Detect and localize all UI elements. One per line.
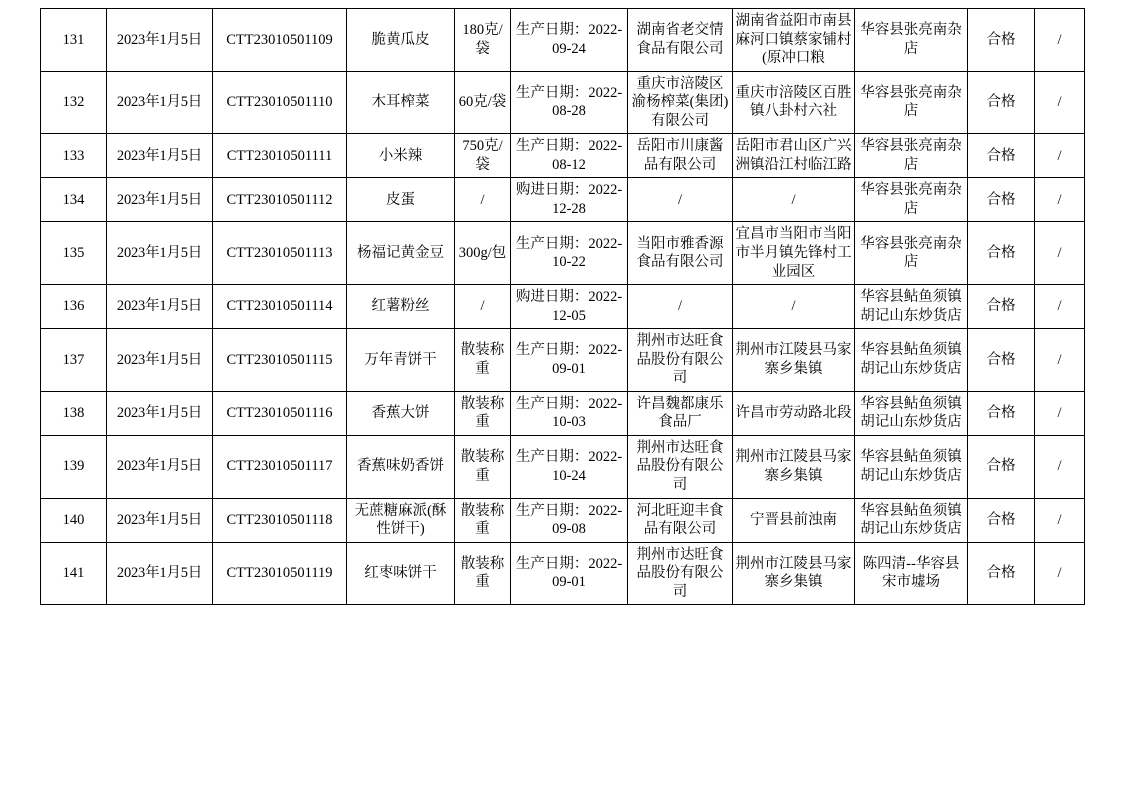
cell-code: CTT23010501112 bbox=[213, 178, 347, 222]
cell-name: 香蕉大饼 bbox=[347, 391, 455, 435]
cell-result: 合格 bbox=[968, 178, 1035, 222]
cell-seller: 华容县张亮南杂店 bbox=[855, 134, 968, 178]
cell-spec: / bbox=[455, 285, 511, 329]
cell-seller: 华容县张亮南杂店 bbox=[855, 222, 968, 285]
cell-code: CTT23010501114 bbox=[213, 285, 347, 329]
cell-name: 红薯粉丝 bbox=[347, 285, 455, 329]
cell-index: 141 bbox=[41, 542, 107, 605]
cell-address: 荆州市江陵县马家寨乡集镇 bbox=[733, 435, 855, 498]
cell-seller: 陈四清--华容县宋市墟场 bbox=[855, 542, 968, 605]
cell-prod_date: 生产日期：2022-10-24 bbox=[511, 435, 628, 498]
cell-index: 134 bbox=[41, 178, 107, 222]
cell-address: 宜昌市当阳市当阳市半月镇先锋村工业园区 bbox=[733, 222, 855, 285]
cell-code: CTT23010501113 bbox=[213, 222, 347, 285]
cell-index: 139 bbox=[41, 435, 107, 498]
cell-code: CTT23010501118 bbox=[213, 498, 347, 542]
cell-result: 合格 bbox=[968, 435, 1035, 498]
cell-result: 合格 bbox=[968, 134, 1035, 178]
cell-index: 135 bbox=[41, 222, 107, 285]
cell-address: 岳阳市君山区广兴洲镇沿江村临江路 bbox=[733, 134, 855, 178]
cell-name: 万年青饼干 bbox=[347, 329, 455, 392]
cell-seller: 华容县鲇鱼须镇胡记山东炒货店 bbox=[855, 498, 968, 542]
cell-maker: 河北旺迎丰食品有限公司 bbox=[628, 498, 733, 542]
cell-result: 合格 bbox=[968, 9, 1035, 72]
cell-spec: 散装称重 bbox=[455, 391, 511, 435]
cell-note: / bbox=[1035, 222, 1085, 285]
cell-spec: 散装称重 bbox=[455, 329, 511, 392]
cell-index: 131 bbox=[41, 9, 107, 72]
cell-seller: 华容县鲇鱼须镇胡记山东炒货店 bbox=[855, 435, 968, 498]
cell-name: 无蔗糖麻派(酥性饼干) bbox=[347, 498, 455, 542]
cell-name: 杨福记黄金豆 bbox=[347, 222, 455, 285]
cell-result: 合格 bbox=[968, 498, 1035, 542]
cell-note: / bbox=[1035, 435, 1085, 498]
cell-prod_date: 购进日期：2022-12-05 bbox=[511, 285, 628, 329]
cell-date: 2023年1月5日 bbox=[107, 9, 213, 72]
cell-address: 湖南省益阳市南县麻河口镇蔡家铺村(原冲口粮 bbox=[733, 9, 855, 72]
table-row bbox=[41, 542, 1085, 605]
cell-result: 合格 bbox=[968, 222, 1035, 285]
cell-address: / bbox=[733, 178, 855, 222]
cell-prod_date: 购进日期：2022-12-28 bbox=[511, 178, 628, 222]
cell-name: 红枣味饼干 bbox=[347, 542, 455, 605]
cell-note: / bbox=[1035, 9, 1085, 72]
cell-index: 140 bbox=[41, 498, 107, 542]
cell-note: / bbox=[1035, 71, 1085, 134]
cell-index: 138 bbox=[41, 391, 107, 435]
table-row bbox=[41, 391, 1085, 435]
cell-seller: 华容县张亮南杂店 bbox=[855, 9, 968, 72]
cell-name: 皮蛋 bbox=[347, 178, 455, 222]
cell-code: CTT23010501115 bbox=[213, 329, 347, 392]
cell-maker: 荆州市达旺食品股份有限公司 bbox=[628, 542, 733, 605]
table-row bbox=[41, 178, 1085, 222]
cell-prod_date: 生产日期：2022-08-12 bbox=[511, 134, 628, 178]
cell-date: 2023年1月5日 bbox=[107, 329, 213, 392]
cell-spec: 750克/袋 bbox=[455, 134, 511, 178]
cell-name: 香蕉味奶香饼 bbox=[347, 435, 455, 498]
cell-spec: 60克/袋 bbox=[455, 71, 511, 134]
cell-seller: 华容县鲇鱼须镇胡记山东炒货店 bbox=[855, 391, 968, 435]
cell-code: CTT23010501116 bbox=[213, 391, 347, 435]
cell-code: CTT23010501111 bbox=[213, 134, 347, 178]
cell-date: 2023年1月5日 bbox=[107, 178, 213, 222]
cell-spec: 散装称重 bbox=[455, 498, 511, 542]
cell-date: 2023年1月5日 bbox=[107, 134, 213, 178]
cell-maker: 荆州市达旺食品股份有限公司 bbox=[628, 435, 733, 498]
inspection-table bbox=[40, 8, 1085, 605]
cell-maker: / bbox=[628, 285, 733, 329]
cell-maker: / bbox=[628, 178, 733, 222]
cell-date: 2023年1月5日 bbox=[107, 391, 213, 435]
cell-note: / bbox=[1035, 542, 1085, 605]
cell-maker: 岳阳市川康酱品有限公司 bbox=[628, 134, 733, 178]
cell-index: 136 bbox=[41, 285, 107, 329]
cell-note: / bbox=[1035, 134, 1085, 178]
cell-date: 2023年1月5日 bbox=[107, 498, 213, 542]
table-row bbox=[41, 71, 1085, 134]
cell-code: CTT23010501119 bbox=[213, 542, 347, 605]
cell-seller: 华容县张亮南杂店 bbox=[855, 71, 968, 134]
cell-prod_date: 生产日期：2022-09-08 bbox=[511, 498, 628, 542]
cell-note: / bbox=[1035, 178, 1085, 222]
cell-spec: 散装称重 bbox=[455, 542, 511, 605]
table-body bbox=[41, 9, 1085, 605]
cell-name: 木耳榨菜 bbox=[347, 71, 455, 134]
cell-date: 2023年1月5日 bbox=[107, 542, 213, 605]
table-row bbox=[41, 285, 1085, 329]
table-row bbox=[41, 134, 1085, 178]
table-row bbox=[41, 329, 1085, 392]
table-row bbox=[41, 9, 1085, 72]
cell-name: 脆黄瓜皮 bbox=[347, 9, 455, 72]
cell-result: 合格 bbox=[968, 285, 1035, 329]
cell-result: 合格 bbox=[968, 391, 1035, 435]
cell-date: 2023年1月5日 bbox=[107, 435, 213, 498]
cell-result: 合格 bbox=[968, 71, 1035, 134]
cell-name: 小米辣 bbox=[347, 134, 455, 178]
cell-date: 2023年1月5日 bbox=[107, 71, 213, 134]
cell-note: / bbox=[1035, 329, 1085, 392]
cell-result: 合格 bbox=[968, 329, 1035, 392]
cell-prod_date: 生产日期：2022-10-22 bbox=[511, 222, 628, 285]
cell-prod_date: 生产日期：2022-10-03 bbox=[511, 391, 628, 435]
table-row bbox=[41, 498, 1085, 542]
cell-prod_date: 生产日期：2022-09-24 bbox=[511, 9, 628, 72]
cell-note: / bbox=[1035, 285, 1085, 329]
cell-prod_date: 生产日期：2022-09-01 bbox=[511, 542, 628, 605]
cell-note: / bbox=[1035, 391, 1085, 435]
cell-code: CTT23010501110 bbox=[213, 71, 347, 134]
cell-spec: 300g/包 bbox=[455, 222, 511, 285]
cell-address: 荆州市江陵县马家寨乡集镇 bbox=[733, 329, 855, 392]
table-row bbox=[41, 435, 1085, 498]
cell-address: 重庆市涪陵区百胜镇八卦村六社 bbox=[733, 71, 855, 134]
cell-code: CTT23010501117 bbox=[213, 435, 347, 498]
cell-seller: 华容县张亮南杂店 bbox=[855, 178, 968, 222]
cell-address: / bbox=[733, 285, 855, 329]
cell-result: 合格 bbox=[968, 542, 1035, 605]
cell-maker: 许昌魏都康乐食品厂 bbox=[628, 391, 733, 435]
cell-date: 2023年1月5日 bbox=[107, 222, 213, 285]
cell-address: 荆州市江陵县马家寨乡集镇 bbox=[733, 542, 855, 605]
cell-index: 133 bbox=[41, 134, 107, 178]
cell-note: / bbox=[1035, 498, 1085, 542]
cell-maker: 重庆市涪陵区渝杨榨菜(集团)有限公司 bbox=[628, 71, 733, 134]
cell-spec: 散装称重 bbox=[455, 435, 511, 498]
cell-address: 许昌市劳动路北段 bbox=[733, 391, 855, 435]
cell-index: 132 bbox=[41, 71, 107, 134]
cell-seller: 华容县鲇鱼须镇胡记山东炒货店 bbox=[855, 285, 968, 329]
cell-date: 2023年1月5日 bbox=[107, 285, 213, 329]
cell-prod_date: 生产日期：2022-09-01 bbox=[511, 329, 628, 392]
cell-code: CTT23010501109 bbox=[213, 9, 347, 72]
cell-maker: 湖南省老交情食品有限公司 bbox=[628, 9, 733, 72]
cell-prod_date: 生产日期：2022-08-28 bbox=[511, 71, 628, 134]
cell-spec: / bbox=[455, 178, 511, 222]
cell-address: 宁晋县前浊南 bbox=[733, 498, 855, 542]
cell-seller: 华容县鲇鱼须镇胡记山东炒货店 bbox=[855, 329, 968, 392]
table-row bbox=[41, 222, 1085, 285]
cell-maker: 荆州市达旺食品股份有限公司 bbox=[628, 329, 733, 392]
cell-maker: 当阳市雅香源食品有限公司 bbox=[628, 222, 733, 285]
cell-index: 137 bbox=[41, 329, 107, 392]
cell-spec: 180克/袋 bbox=[455, 9, 511, 72]
